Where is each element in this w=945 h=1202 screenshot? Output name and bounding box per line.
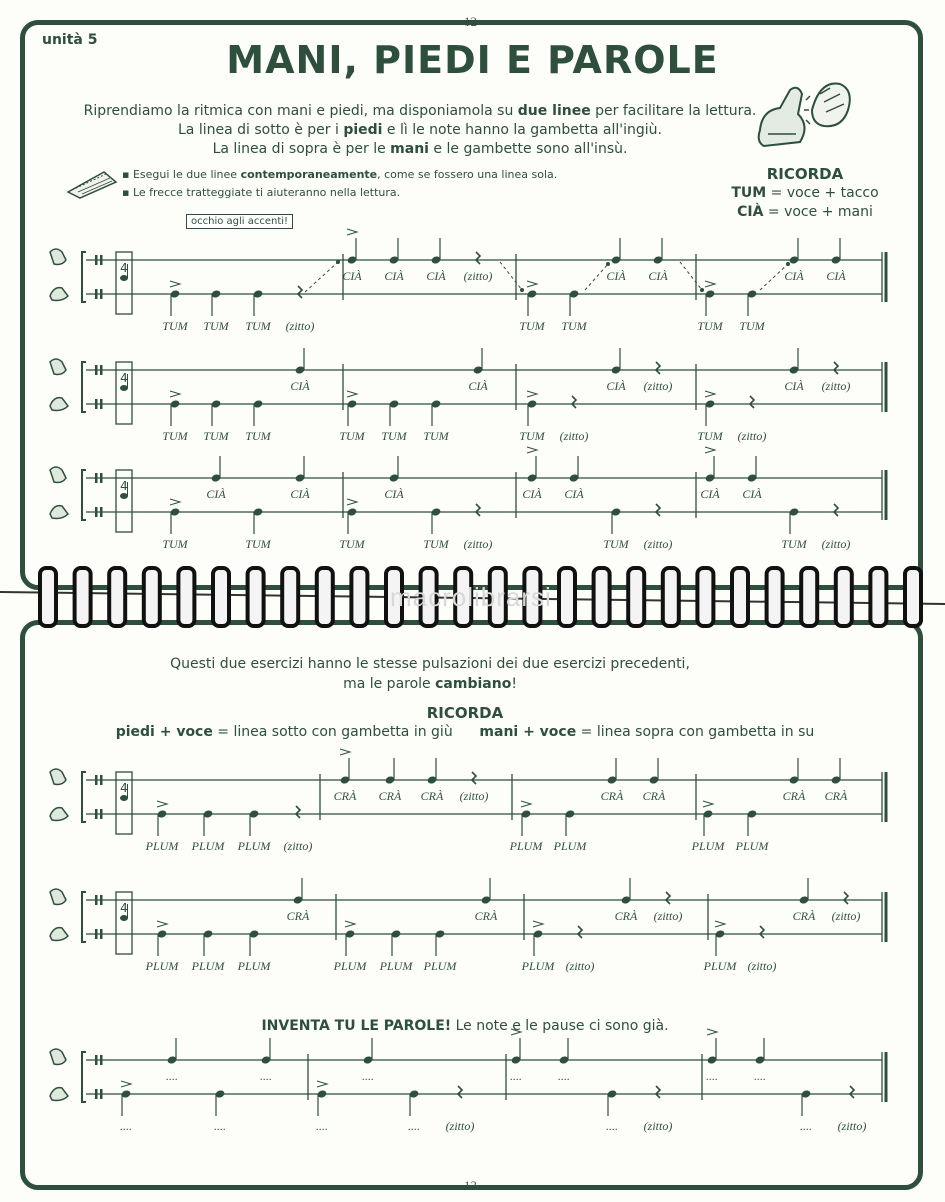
- syllable-label: (zitto): [831, 909, 861, 923]
- syllable-label: CIÀ: [522, 487, 542, 501]
- hands-and-shoe-illustration: [750, 70, 860, 160]
- spiral-ring: [109, 568, 125, 626]
- spiral-ring: [836, 568, 852, 626]
- ricorda-box-bottom: RICORDA piedi + voce = linea sotto con gambetta in giù mani + voce = linea sopra con gambetta in su: [115, 704, 815, 740]
- syllable-label: CRÀ: [333, 789, 357, 803]
- lower-clef: [100, 399, 103, 409]
- accent-mark: [703, 801, 713, 807]
- lower-clef: [95, 929, 98, 939]
- accent-callout: occhio agli accenti!: [186, 214, 293, 229]
- syllable-label: TUM: [203, 319, 229, 333]
- syllable-label: CIÀ: [426, 269, 446, 283]
- lower-clef: [100, 1089, 103, 1099]
- syllable-label: CIÀ: [606, 269, 626, 283]
- syllable-label: TUM: [561, 319, 587, 333]
- rest: [750, 396, 754, 408]
- lower-clef: [100, 289, 103, 299]
- invent-heading: INVENTA TU LE PAROLE! Le note e le pause ci sono già.: [261, 1018, 669, 1034]
- syllable-label: TUM: [781, 537, 807, 551]
- page-title: MANI, PIEDI E PAROLE: [226, 38, 719, 82]
- accent-mark: [317, 1081, 327, 1087]
- syllable-label: (zitto): [821, 537, 851, 551]
- rest: [656, 1086, 660, 1098]
- time-signature: 4: [120, 261, 128, 275]
- syllable-label: ....: [316, 1119, 328, 1133]
- syllable-label: CRÀ: [420, 789, 444, 803]
- syllable-label: CIÀ: [290, 379, 310, 393]
- rest: [666, 892, 670, 904]
- syllable-label: PLUM: [333, 959, 367, 973]
- syllable-label: PLUM: [735, 839, 769, 853]
- lower-clef: [100, 809, 103, 819]
- rest: [296, 806, 300, 818]
- spiral-ring: [870, 568, 886, 626]
- syllable-label: PLUM: [145, 959, 179, 973]
- syllable-label: TUM: [245, 429, 271, 443]
- exercise-2: [0, 350, 945, 450]
- intro-text: Riprendiamo la ritmica con mani e piedi, ma disponiamola su due linee per facilitare la lettura. La linea di sotto è per i piedi e lì le note hanno la gambetta all'ingiù. La linea di sopra è per le mani e le gambette sono all'insù.: [83, 103, 757, 157]
- spiral-ring: [317, 568, 333, 626]
- syllable-label: (zitto): [445, 1119, 475, 1133]
- upper-clef: [100, 1055, 103, 1065]
- syllable-label: (zitto): [463, 537, 493, 551]
- accent-mark: [527, 391, 537, 397]
- accent-mark: [533, 921, 543, 927]
- syllable-label: CIÀ: [384, 487, 404, 501]
- syllable-label: (zitto): [459, 789, 489, 803]
- upper-clef: [95, 365, 98, 375]
- syllable-label: ....: [120, 1119, 132, 1133]
- rest: [578, 926, 582, 938]
- time-signature-note: [120, 385, 128, 391]
- spiral-ring: [905, 568, 921, 626]
- syllable-label: CIÀ: [342, 269, 362, 283]
- time-signature-note: [120, 795, 128, 801]
- accent-mark: [705, 391, 715, 397]
- upper-clef: [100, 473, 103, 483]
- accent-mark: [527, 281, 537, 287]
- spiral-ring: [767, 568, 783, 626]
- hand-icon: [50, 467, 66, 483]
- system-bracket: [82, 252, 86, 302]
- hand-icon: [50, 249, 66, 265]
- syllable-label: TUM: [245, 537, 271, 551]
- syllable-label: (zitto): [559, 429, 589, 443]
- syllable-label: ....: [558, 1069, 570, 1083]
- foot-icon: [50, 1088, 68, 1101]
- accent-mark: [347, 499, 357, 505]
- system-bracket: [82, 362, 86, 412]
- syllable-label: ....: [800, 1119, 812, 1133]
- syllable-label: PLUM: [237, 959, 271, 973]
- syllable-label: TUM: [245, 319, 271, 333]
- lower-clef: [95, 289, 98, 299]
- mid-text: Questi due esercizi hanno le stesse pulsazioni dei due esercizi precedenti, ma le parole cambiano!: [170, 656, 690, 692]
- syllable-label: PLUM: [691, 839, 725, 853]
- accent-mark: [121, 1081, 131, 1087]
- upper-clef: [95, 473, 98, 483]
- exercise-3: [0, 458, 945, 558]
- upper-clef: [95, 775, 98, 785]
- syllable-label: (zitto): [643, 379, 673, 393]
- rest: [476, 252, 480, 264]
- spiral-ring: [213, 568, 229, 626]
- foot-icon: [50, 288, 68, 301]
- accent-mark: [157, 921, 167, 927]
- dashed-arrow: [585, 264, 608, 290]
- watermark: macrolibrarsi: [390, 582, 552, 612]
- syllable-label: CRÀ: [614, 909, 638, 923]
- spiral-ring: [801, 568, 817, 626]
- arrow-head: [606, 262, 610, 266]
- syllable-label: TUM: [697, 429, 723, 443]
- exercise-5: [0, 880, 945, 980]
- lower-clef: [95, 809, 98, 819]
- syllable-label: TUM: [203, 429, 229, 443]
- accent-mark: [157, 801, 167, 807]
- rest: [656, 504, 660, 516]
- syllable-label: ....: [606, 1119, 618, 1133]
- foot-icon: [50, 506, 68, 519]
- syllable-label: ....: [408, 1119, 420, 1133]
- syllable-label: CIÀ: [742, 487, 762, 501]
- syllable-label: PLUM: [553, 839, 587, 853]
- tips-list: ▪ Esegui le due linee contemporaneamente, come se fossero una linea sola. ▪ Le frecce tratteggiate ti aiuteranno nella lettura.: [122, 166, 557, 202]
- system-bracket: [82, 1052, 86, 1102]
- syllable-label: (zitto): [837, 1119, 867, 1133]
- rest: [850, 1086, 854, 1098]
- syllable-label: CRÀ: [286, 909, 310, 923]
- upper-clef: [100, 775, 103, 785]
- syllable-label: (zitto): [643, 1119, 673, 1133]
- syllable-label: CIÀ: [700, 487, 720, 501]
- foot-icon: [50, 808, 68, 821]
- arrow-head: [520, 288, 524, 292]
- arrow-head: [786, 262, 790, 266]
- rest: [834, 504, 838, 516]
- time-signature: 4: [120, 479, 128, 493]
- syllable-label: TUM: [739, 319, 765, 333]
- system-bracket: [82, 892, 86, 942]
- syllable-label: CIÀ: [468, 379, 488, 393]
- syllable-label: PLUM: [237, 839, 271, 853]
- rest: [476, 504, 480, 516]
- upper-clef: [100, 895, 103, 905]
- spiral-ring: [40, 568, 56, 626]
- syllable-label: CIÀ: [564, 487, 584, 501]
- syllable-label: TUM: [603, 537, 629, 551]
- syllable-label: (zitto): [285, 319, 315, 333]
- arrow-head: [336, 260, 340, 264]
- time-signature-note: [120, 915, 128, 921]
- spiral-ring: [144, 568, 160, 626]
- time-signature: 4: [120, 371, 128, 385]
- syllable-label: PLUM: [191, 959, 225, 973]
- rest: [458, 1086, 462, 1098]
- page-number-bottom: 13: [464, 1178, 477, 1193]
- exercise-6: [0, 1040, 945, 1150]
- upper-clef: [95, 895, 98, 905]
- upper-clef: [95, 1055, 98, 1065]
- exercise-4: [0, 760, 945, 860]
- syllable-label: ....: [260, 1069, 272, 1083]
- rest: [472, 772, 476, 784]
- syllable-label: TUM: [162, 319, 188, 333]
- system-bracket: [82, 772, 86, 822]
- accent-mark: [347, 391, 357, 397]
- syllable-label: (zitto): [463, 269, 493, 283]
- accent-mark: [715, 921, 725, 927]
- syllable-label: TUM: [423, 537, 449, 551]
- arrow-head: [700, 288, 704, 292]
- syllable-label: CIÀ: [826, 269, 846, 283]
- syllable-label: CIÀ: [290, 487, 310, 501]
- rest: [298, 286, 302, 298]
- syllable-label: PLUM: [509, 839, 543, 853]
- syllable-label: TUM: [339, 537, 365, 551]
- upper-clef: [100, 255, 103, 265]
- syllable-label: TUM: [519, 429, 545, 443]
- rest: [760, 926, 764, 938]
- syllable-label: PLUM: [521, 959, 555, 973]
- syllable-label: CIÀ: [384, 269, 404, 283]
- time-signature: 4: [120, 901, 128, 915]
- exercise-1: [0, 240, 945, 340]
- syllable-label: CIÀ: [784, 269, 804, 283]
- accent-mark: [521, 801, 531, 807]
- syllable-label: CIÀ: [784, 379, 804, 393]
- syllable-label: (zitto): [283, 839, 313, 853]
- syllable-label: PLUM: [191, 839, 225, 853]
- rest: [844, 892, 848, 904]
- syllable-label: TUM: [697, 319, 723, 333]
- accent-mark: [170, 391, 180, 397]
- syllable-label: TUM: [339, 429, 365, 443]
- syllable-label: CIÀ: [206, 487, 226, 501]
- syllable-label: PLUM: [379, 959, 413, 973]
- syllable-label: (zitto): [653, 909, 683, 923]
- upper-clef: [100, 365, 103, 375]
- syllable-label: CRÀ: [824, 789, 848, 803]
- system-bracket: [82, 470, 86, 520]
- time-signature-note: [120, 275, 128, 281]
- syllable-label: CRÀ: [792, 909, 816, 923]
- syllable-label: TUM: [162, 429, 188, 443]
- syllable-label: CIÀ: [606, 379, 626, 393]
- syllable-label: ....: [362, 1069, 374, 1083]
- syllable-label: (zitto): [643, 537, 673, 551]
- hand-icon: [50, 769, 66, 785]
- lower-clef: [95, 507, 98, 517]
- spiral-ring: [628, 568, 644, 626]
- rest: [572, 396, 576, 408]
- syllable-label: CRÀ: [378, 789, 402, 803]
- spiral-ring: [594, 568, 610, 626]
- spiral-ring: [732, 568, 748, 626]
- foot-icon: [50, 398, 68, 411]
- notepad-icon: [64, 166, 120, 200]
- unit-label: unità 5: [42, 32, 98, 48]
- dashed-arrow: [680, 262, 702, 290]
- syllable-label: PLUM: [703, 959, 737, 973]
- syllable-label: PLUM: [423, 959, 457, 973]
- syllable-label: (zitto): [737, 429, 767, 443]
- rest: [656, 362, 660, 374]
- spiral-ring: [178, 568, 194, 626]
- time-signature-note: [120, 493, 128, 499]
- syllable-label: CIÀ: [648, 269, 668, 283]
- accent-mark: [170, 281, 180, 287]
- syllable-label: ....: [510, 1069, 522, 1083]
- upper-clef: [95, 255, 98, 265]
- syllable-label: TUM: [423, 429, 449, 443]
- syllable-label: TUM: [519, 319, 545, 333]
- syllable-label: ....: [706, 1069, 718, 1083]
- syllable-label: TUM: [162, 537, 188, 551]
- syllable-label: CRÀ: [600, 789, 624, 803]
- syllable-label: ....: [754, 1069, 766, 1083]
- time-signature: 4: [120, 781, 128, 795]
- syllable-label: (zitto): [565, 959, 595, 973]
- hand-icon: [50, 1049, 66, 1065]
- spiral-ring: [282, 568, 298, 626]
- spiral-ring: [697, 568, 713, 626]
- syllable-label: PLUM: [145, 839, 179, 853]
- spiral-ring: [559, 568, 575, 626]
- spiral-ring: [351, 568, 367, 626]
- lower-clef: [95, 1089, 98, 1099]
- ricorda-box-top: RICORDA TUM = voce + tacco CIÀ = voce + mani: [731, 165, 879, 220]
- foot-icon: [50, 928, 68, 941]
- syllable-label: ....: [166, 1069, 178, 1083]
- page-number-top: 12: [464, 14, 477, 29]
- syllable-label: (zitto): [821, 379, 851, 393]
- syllable-label: CRÀ: [642, 789, 666, 803]
- lower-clef: [100, 929, 103, 939]
- lower-clef: [95, 399, 98, 409]
- dashed-arrow: [500, 262, 522, 290]
- syllable-label: TUM: [381, 429, 407, 443]
- syllable-label: CRÀ: [782, 789, 806, 803]
- spiral-ring: [248, 568, 264, 626]
- hand-icon: [50, 359, 66, 375]
- syllable-label: CRÀ: [474, 909, 498, 923]
- dashed-arrow: [305, 262, 338, 292]
- rest: [834, 362, 838, 374]
- syllable-label: ....: [214, 1119, 226, 1133]
- spiral-ring: [663, 568, 679, 626]
- accent-mark: [705, 281, 715, 287]
- accent-mark: [345, 921, 355, 927]
- spiral-ring: [75, 568, 91, 626]
- lower-clef: [100, 507, 103, 517]
- hand-icon: [50, 889, 66, 905]
- accent-mark: [170, 499, 180, 505]
- syllable-label: (zitto): [747, 959, 777, 973]
